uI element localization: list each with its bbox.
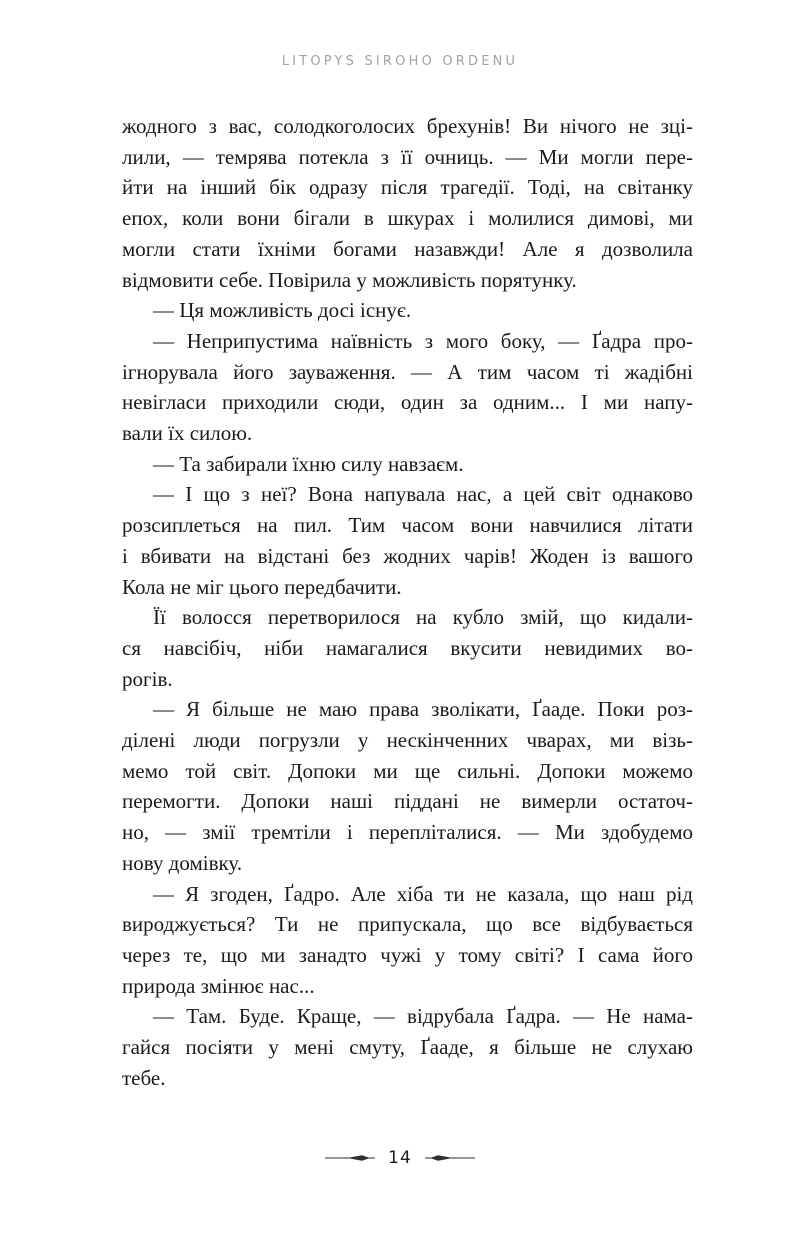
- text-line: тебе.: [122, 1065, 166, 1090]
- right-ornament-icon: [425, 1153, 475, 1163]
- text-line: невігласи приходили сюди, один за одним... І ми напу-: [122, 390, 693, 415]
- running-header: LITOPYS SIROHO ORDENU: [281, 54, 519, 69]
- text-line: через те, що ми занадто чужі у тому світі? І сама його: [122, 942, 693, 967]
- text-line: вали їх силою.: [122, 421, 253, 446]
- text-line: Її волосся перетворилося на кубло змій, що кидали-: [153, 605, 693, 630]
- paragraph: [122, 111, 693, 295]
- text-line: мемо той світ. Допоки ми ще сильні. Допоки можемо: [122, 758, 693, 783]
- text-line: ділені люди погрузли у нескінченних чварах, ми візь-: [122, 728, 693, 753]
- paragraph: [122, 879, 693, 1002]
- page-footer: [0, 1143, 800, 1173]
- text-line: перемогти. Допоки наші піддані не вимерли остаточ-: [122, 789, 693, 814]
- text-line: йти на інший бік одразу після трагедії. Тоді, на світанку: [122, 175, 693, 200]
- paragraph: [122, 295, 693, 326]
- text-line: нову домівку.: [122, 850, 243, 875]
- text-line: лили, — темрява потекла з її очниць. — Ми могли пере-: [122, 144, 693, 169]
- text-line: природа змінює нас...: [122, 973, 315, 998]
- paragraph: [122, 1001, 693, 1093]
- text-line: жодного з вас, солодкоголосих брехунів! Ви нічого не зці-: [122, 114, 693, 138]
- text-line: но, — змії тремтіли і перепліталися. — Ми здобудемо: [122, 820, 693, 845]
- text-line: Кола не міг цього передбачити.: [122, 574, 402, 599]
- left-ornament-icon: [325, 1153, 375, 1163]
- text-line: могли стати їхніми богами назавжди! Але я дозволила: [122, 236, 693, 261]
- paragraph: [122, 479, 693, 602]
- text-line: — І що з неї? Вона напувала нас, а цей світ однаково: [153, 482, 693, 507]
- text-line: — Неприпустима наївність з мого боку, — Ґадра про-: [153, 328, 693, 353]
- text-line: — Ця можливість досі існує.: [153, 298, 412, 323]
- text-line: відмовити себе. Повірила у можливість порятунку.: [122, 267, 577, 292]
- page-number: 14: [388, 1148, 412, 1168]
- text-line: гайся посіяти у мені смуту, Ґааде, я більше не слухаю: [122, 1035, 693, 1060]
- paragraph: [122, 326, 693, 449]
- text-line: — Там. Буде. Краще, — відрубала Ґадра. — Не нама-: [153, 1004, 693, 1029]
- paragraph: [122, 602, 693, 694]
- body-text: [122, 111, 693, 1094]
- text-line: ігнорувала його зауваження. — А тим часом ті жадібні: [122, 359, 693, 384]
- text-line: епох, коли вони бігали в шкурах і молилися димові, ми: [122, 206, 693, 231]
- text-line: рогів.: [122, 666, 173, 691]
- text-line: — Та забирали їхню силу навзаєм.: [153, 451, 464, 476]
- text-line: — Я згоден, Ґадро. Але хіба ти не казала, що наш рід: [153, 881, 693, 906]
- paragraph: [122, 449, 693, 480]
- text-line: розсиплеться на пил. Тим часом вони навчилися літати: [122, 513, 693, 538]
- text-line: і вбивати на відстані без жодних чарів! Жоден із вашого: [122, 543, 693, 568]
- text-line: вироджується? Ти не припускала, що все відбувається: [122, 912, 693, 937]
- text-line: — Я більше не маю права зволікати, Ґааде. Поки роз-: [153, 697, 693, 722]
- paragraph: [122, 694, 693, 878]
- text-line: ся навсібіч, ніби намагалися вкусити невидимих во-: [122, 635, 693, 660]
